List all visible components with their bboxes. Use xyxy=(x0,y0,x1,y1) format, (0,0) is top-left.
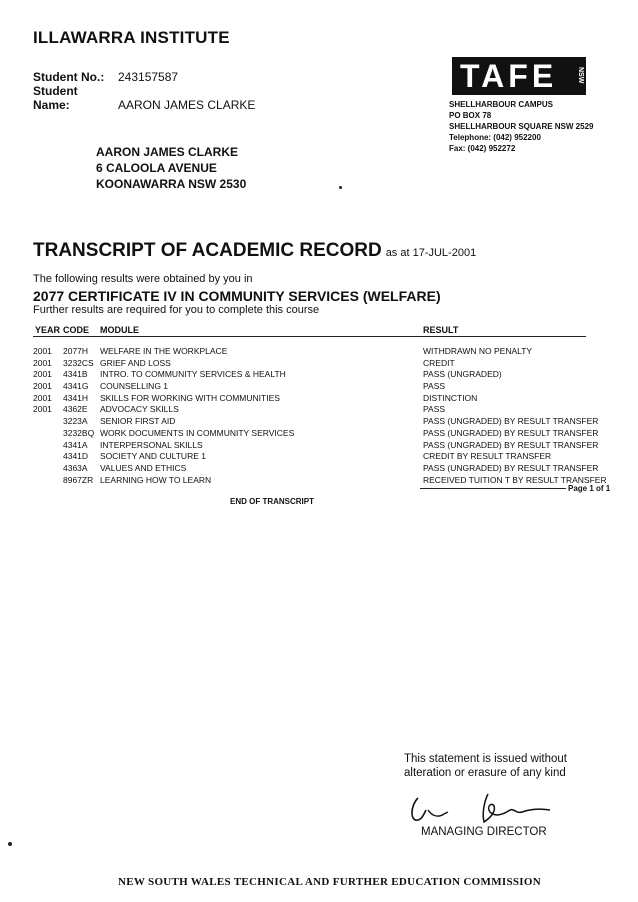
table-row xyxy=(33,369,593,381)
speck xyxy=(8,842,12,846)
row-result: PASS (UNGRADED) xyxy=(423,369,502,380)
row-year: 2001 xyxy=(33,404,52,415)
header-module: MODULE xyxy=(100,325,139,335)
campus-telephone: Telephone: (042) 952200 xyxy=(449,133,541,142)
table-row xyxy=(33,427,599,440)
row-module: SENIOR FIRST AID xyxy=(100,416,176,427)
address-line: KOONAWARRA NSW 2530 xyxy=(96,177,247,191)
row-result: PASS (UNGRADED) BY RESULT TRANSFER xyxy=(423,439,599,450)
statement-line: alteration or erasure of any kind xyxy=(404,767,566,779)
row-code: 4341B xyxy=(63,369,88,380)
campus-fax: Fax: (042) 952272 xyxy=(449,144,516,153)
table-row xyxy=(33,346,593,358)
table-row xyxy=(33,381,593,393)
student-number-label: Student No.: xyxy=(33,70,105,84)
table-end-rule xyxy=(420,488,566,489)
transcript-title: TRANSCRIPT OF ACADEMIC RECORD xyxy=(33,240,382,261)
header-code: CODE xyxy=(63,325,90,335)
header-rule xyxy=(33,336,586,337)
speck xyxy=(339,186,342,189)
row-module: GRIEF AND LOSS xyxy=(100,357,171,368)
row-module: INTRO. TO COMMUNITY SERVICES & HEALTH xyxy=(100,369,286,380)
row-code: 4341H xyxy=(63,392,89,403)
row-code: 4363A xyxy=(63,462,88,473)
row-code: 4341A xyxy=(63,439,88,450)
transcript-title-line xyxy=(33,240,476,262)
table-row xyxy=(33,416,599,428)
tafe-logo-text: TAFE xyxy=(460,58,558,94)
institute-name: ILLAWARRA INSTITUTE xyxy=(33,28,230,47)
row-module: SOCIETY AND CULTURE 1 xyxy=(100,451,206,462)
results-table xyxy=(33,346,607,486)
row-module: INTERPERSONAL SKILLS xyxy=(100,439,203,450)
student-name-label: Student Name: xyxy=(33,84,78,112)
student-name-line xyxy=(33,84,255,112)
further-results-note: Further results are required for you to complete this course xyxy=(33,304,320,316)
header-year: YEAR xyxy=(35,325,61,335)
row-module: VALUES AND ETHICS xyxy=(100,462,187,473)
end-of-transcript: END OF TRANSCRIPT xyxy=(230,497,314,506)
intro-text: The following results were obtained by you in xyxy=(33,273,253,285)
row-module: COUNSELLING 1 xyxy=(100,381,169,392)
tafe-logo xyxy=(452,57,586,95)
row-result: CREDIT xyxy=(423,357,455,368)
table-row xyxy=(33,451,593,463)
row-year: 2001 xyxy=(33,392,52,403)
row-module: LEARNING HOW TO LEARN xyxy=(100,474,212,485)
table-row xyxy=(33,404,593,416)
campus-details xyxy=(449,99,593,154)
student-number: 243157587 xyxy=(118,70,179,84)
signature xyxy=(404,788,564,828)
row-result: PASS (UNGRADED) BY RESULT TRANSFER xyxy=(423,462,599,473)
page-number: Page 1 of 1 xyxy=(568,484,611,493)
row-year: 2001 xyxy=(33,357,52,368)
student-number-line xyxy=(33,70,178,84)
row-module: ADVOCACY SKILLS xyxy=(100,404,179,415)
row-code: 3232BQ xyxy=(63,427,95,438)
row-result: DISTINCTION xyxy=(423,392,478,403)
row-code: 4341G xyxy=(63,381,89,392)
validity-statement xyxy=(404,752,567,780)
table-row xyxy=(33,439,599,452)
row-result: PASS xyxy=(423,404,446,415)
row-code: 3223A xyxy=(63,416,88,427)
commission-footer: NEW SOUTH WALES TECHNICAL AND FURTHER EDUCATION COMMISSION xyxy=(118,876,541,888)
campus-name: SHELLHARBOUR CAMPUS xyxy=(449,100,553,109)
as-at-date: as at 17-JUL-2001 xyxy=(385,247,477,259)
table-row xyxy=(33,462,599,475)
row-result: PASS (UNGRADED) BY RESULT TRANSFER xyxy=(423,416,599,427)
row-module: WELFARE IN THE WORKPLACE xyxy=(100,346,228,356)
row-year: 2001 xyxy=(33,369,52,380)
course-title: 2077 CERTIFICATE IV IN COMMUNITY SERVICES (WELFARE) xyxy=(33,288,441,304)
row-code: 3232CS xyxy=(63,357,94,368)
row-result: WITHDRAWN NO PENALTY xyxy=(423,346,533,356)
mailing-address xyxy=(96,144,246,192)
row-result: PASS xyxy=(423,381,446,392)
signature-stroke xyxy=(428,810,448,816)
campus-address: SHELLHARBOUR SQUARE NSW 2529 xyxy=(449,122,594,131)
header-result: RESULT xyxy=(423,325,459,335)
statement-line: This statement is issued without xyxy=(404,753,567,765)
row-code: 2077H xyxy=(63,346,89,356)
tafe-logo-nsw: NSW xyxy=(577,67,584,84)
row-code: 4341D xyxy=(63,451,89,462)
row-code: 8967ZR xyxy=(63,474,94,485)
row-result: CREDIT BY RESULT TRANSFER xyxy=(423,451,552,462)
row-module: SKILLS FOR WORKING WITH COMMUNITIES xyxy=(100,392,280,403)
table-row xyxy=(33,393,593,405)
student-name: AARON JAMES CLARKE xyxy=(118,98,256,112)
row-year: 2001 xyxy=(33,381,52,392)
campus-po-box: PO BOX 78 xyxy=(449,111,492,120)
row-code: 4362E xyxy=(63,404,88,415)
address-line: 6 CALOOLA AVENUE xyxy=(96,161,217,175)
row-module: WORK DOCUMENTS IN COMMUNITY SERVICES xyxy=(100,427,295,438)
row-year: 2001 xyxy=(33,346,52,356)
table-row xyxy=(33,474,607,487)
row-result: RECEIVED TUITION T BY RESULT TRANSFER xyxy=(423,474,607,485)
row-result: PASS (UNGRADED) BY RESULT TRANSFER xyxy=(423,427,599,438)
address-line: AARON JAMES CLARKE xyxy=(96,145,239,159)
table-row xyxy=(33,358,593,370)
signature-stroke xyxy=(412,798,426,820)
signatory-title: MANAGING DIRECTOR xyxy=(421,826,547,838)
signature-stroke xyxy=(483,794,550,822)
